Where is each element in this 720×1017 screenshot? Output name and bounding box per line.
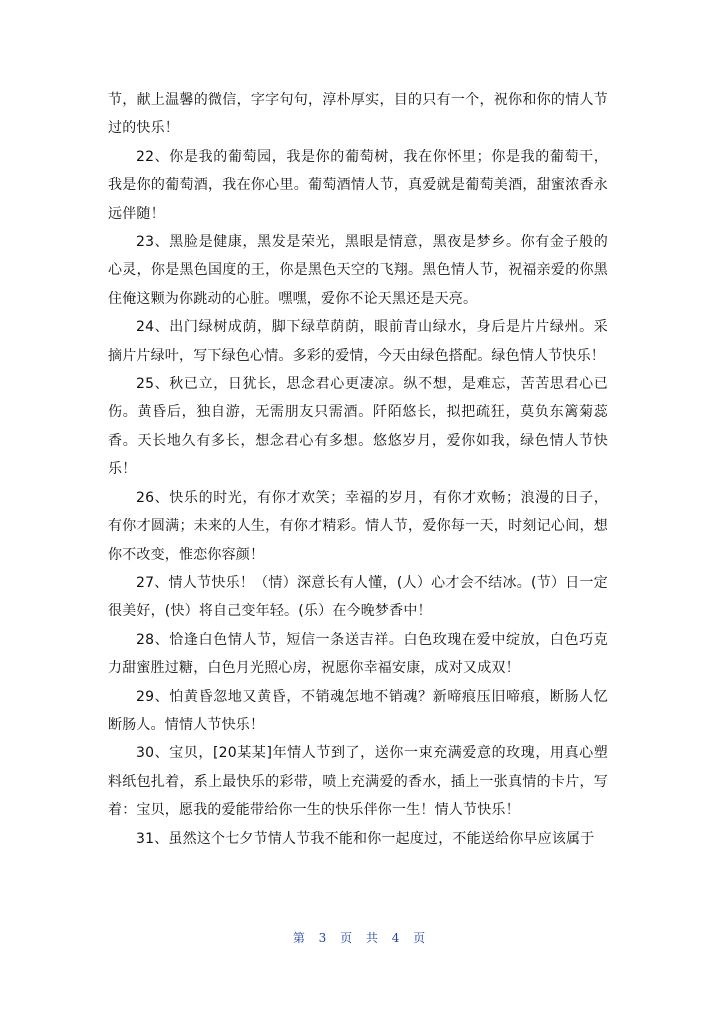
paragraph-26: 26、快乐的时光，有你才欢笑；幸福的岁月，有你才欢畅；浪漫的日子，有你才圆满；未来的人生，有你才精彩。情人节，爱你每一天，时刻记心间，想你不改变，惟恋你容颜！ — [108, 489, 608, 563]
page-number-footer: 第 3 页 共 4 页 — [292, 931, 428, 945]
paragraph-continued: 节，献上温馨的微信，字字句句，淳朴厚实，目的只有一个，祝你和你的情人节过的快乐！ — [108, 92, 608, 137]
paragraph-30: 30、宝贝，[20某某]年情人节到了，送你一束充满爱意的玫瑰，用真心塑料纸包扎着，系上最快乐的彩带，喷上充满爱的香水，插上一张真情的卡片，写着：宝贝，愿我的爱能带给你一生的快乐伴你一生！情人节快乐！ — [108, 745, 608, 819]
document-body — [108, 86, 608, 853]
paragraph-29: 29、怕黄昏忽地又黄昏，不销魂怎地不销魂？新啼痕压旧啼痕，断肠人忆断肠人。情情人节快乐！ — [108, 688, 608, 733]
paragraph-24: 24、出门绿树成荫，脚下绿草荫荫，眼前青山绿水，身后是片片绿州。采摘片片绿叶，写下绿色心情。多彩的爱情，今天由绿色搭配。绿色情人节快乐！ — [108, 319, 608, 364]
paragraph-31: 31、虽然这个七夕节情人节我不能和你一起度过，不能送给你早应该属于 — [136, 830, 595, 847]
paragraph-22: 22、你是我的葡萄园，我是你的葡萄树，我在你怀里；你是我的葡萄干，我是你的葡萄酒，我在你心里。葡萄酒情人节，真爱就是葡萄美酒，甜蜜浓香永远伴随！ — [108, 148, 608, 222]
paragraph-27: 27、情人节快乐！（情）深意长有人懂，(人）心才会不结冰。(节）日一定很美好，(快）将自己变年轻。(乐）在今晚梦香中！ — [108, 574, 608, 620]
paragraph-23: 23、黑脸是健康，黑发是荣光，黑眼是情意，黑夜是梦乡。你有金子般的心灵，你是黑色国度的王，你是黑色天空的飞翔。黑色情人节，祝福亲爱的你黑住俺这颗为你跳动的心脏。嘿嘿，爱你不论天黑还是天亮。 — [108, 234, 608, 307]
paragraph-28: 28、恰逢白色情人节，短信一条送吉祥。白色玫瑰在爱中绽放，白色巧克力甜蜜胜过糖，白色月光照心房，祝愿你幸福安康，成对又成双！ — [108, 631, 608, 677]
paragraph-25: 25、秋已立，日犹长，思念君心更凄凉。纵不想，是难忘，苦苦思君心已伤。黄昏后，独自游，无需朋友只需酒。阡陌悠长，拟把疏狂，莫负东篱菊蕊香。天长地久有多长，想念君心有多想。悠悠岁月，爱你如我，绿色情人节快乐！ — [108, 376, 608, 478]
